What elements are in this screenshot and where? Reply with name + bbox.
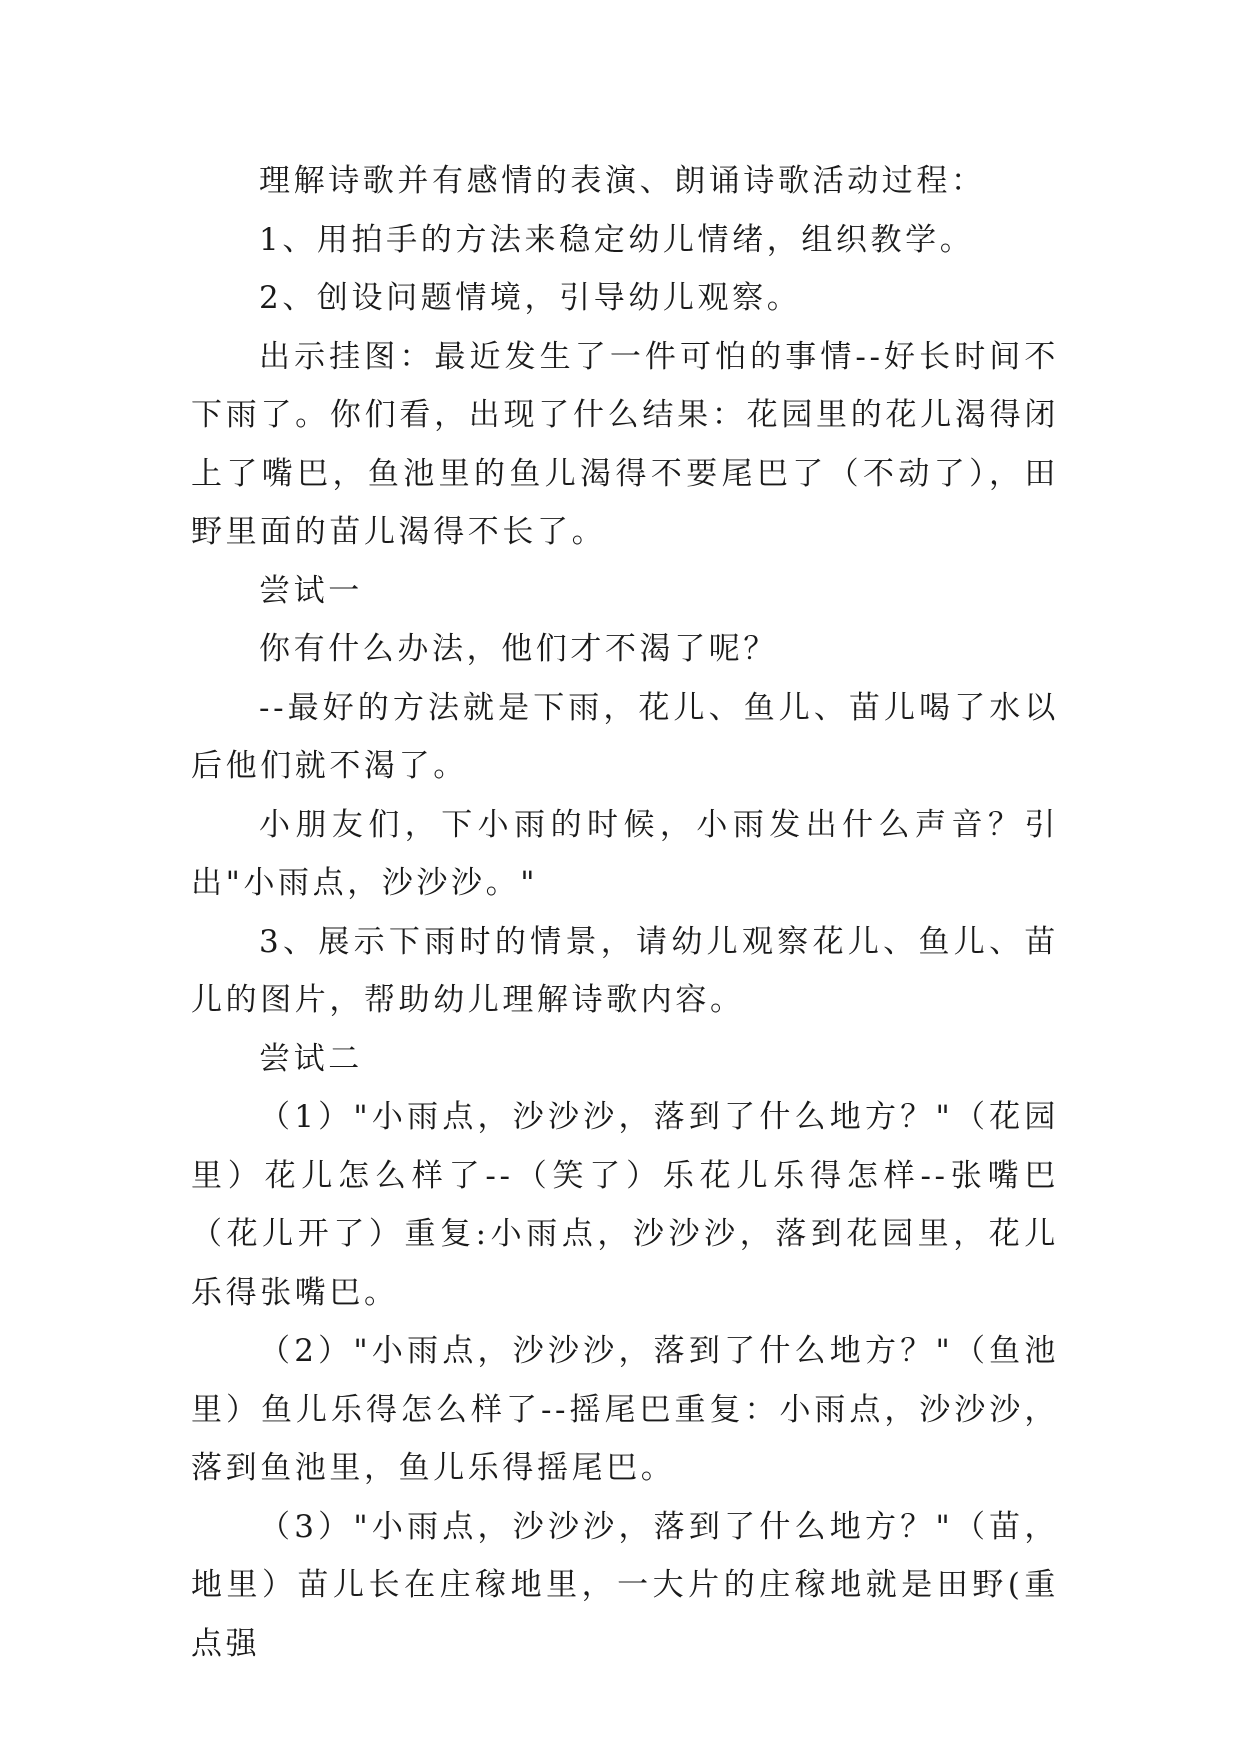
paragraph-step-1: 1、用拍手的方法来稳定幼儿情绪，组织教学。 bbox=[259, 221, 975, 258]
paragraph-show-picture: 出示挂图：最近发生了一件可怕的事情--好长时间不下雨了。你们看，出现了什么结果：花园里的花儿渴得闭上了嘴巴，鱼池里的鱼儿渴得不要尾巴了（不动了），田野里面的苗儿渴得不长了。 bbox=[191, 338, 1059, 550]
document-body bbox=[191, 152, 1059, 1673]
paragraph-answer: --最好的方法就是下雨，花儿、鱼儿、苗儿喝了水以后他们就不渴了。 bbox=[191, 689, 1059, 784]
paragraph-rain-sound: 小朋友们，下小雨的时候，小雨发出什么声音？引出"小雨点，沙沙沙。" bbox=[191, 806, 1059, 901]
paragraph-sub-2: （2）"小雨点，沙沙沙，落到了什么地方？"（鱼池里）鱼儿乐得怎么样了--摇尾巴重复：小雨点，沙沙沙，落到鱼池里，鱼儿乐得摇尾巴。 bbox=[191, 1333, 1059, 1486]
paragraph-sub-3: （3）"小雨点，沙沙沙，落到了什么地方？"（苗，地里）苗儿长在庄稼地里，一大片的庄稼地就是田野(重点强 bbox=[191, 1508, 1059, 1662]
paragraph-activity-process: 理解诗歌并有感情的表演、朗诵诗歌活动过程： bbox=[259, 163, 986, 199]
paragraph-question: 你有什么办法，他们才不渴了呢？ bbox=[259, 631, 778, 667]
paragraph-step-2: 2、创设问题情境，引导幼儿观察。 bbox=[259, 280, 802, 316]
paragraph-sub-1: （1）"小雨点，沙沙沙，落到了什么地方？"（花园里）花儿怎么样了--（笑了）乐花儿乐得怎样--张嘴巴（花儿开了）重复:小雨点，沙沙沙，落到花园里，花儿乐得张嘴巴。 bbox=[191, 1099, 1059, 1311]
paragraph-attempt-2-heading: 尝试二 bbox=[259, 1040, 363, 1077]
paragraph-attempt-1-heading: 尝试一 bbox=[259, 572, 363, 609]
paragraph-step-3: 3、展示下雨时的情景，请幼儿观察花儿、鱼儿、苗儿的图片，帮助幼儿理解诗歌内容。 bbox=[191, 923, 1059, 1018]
